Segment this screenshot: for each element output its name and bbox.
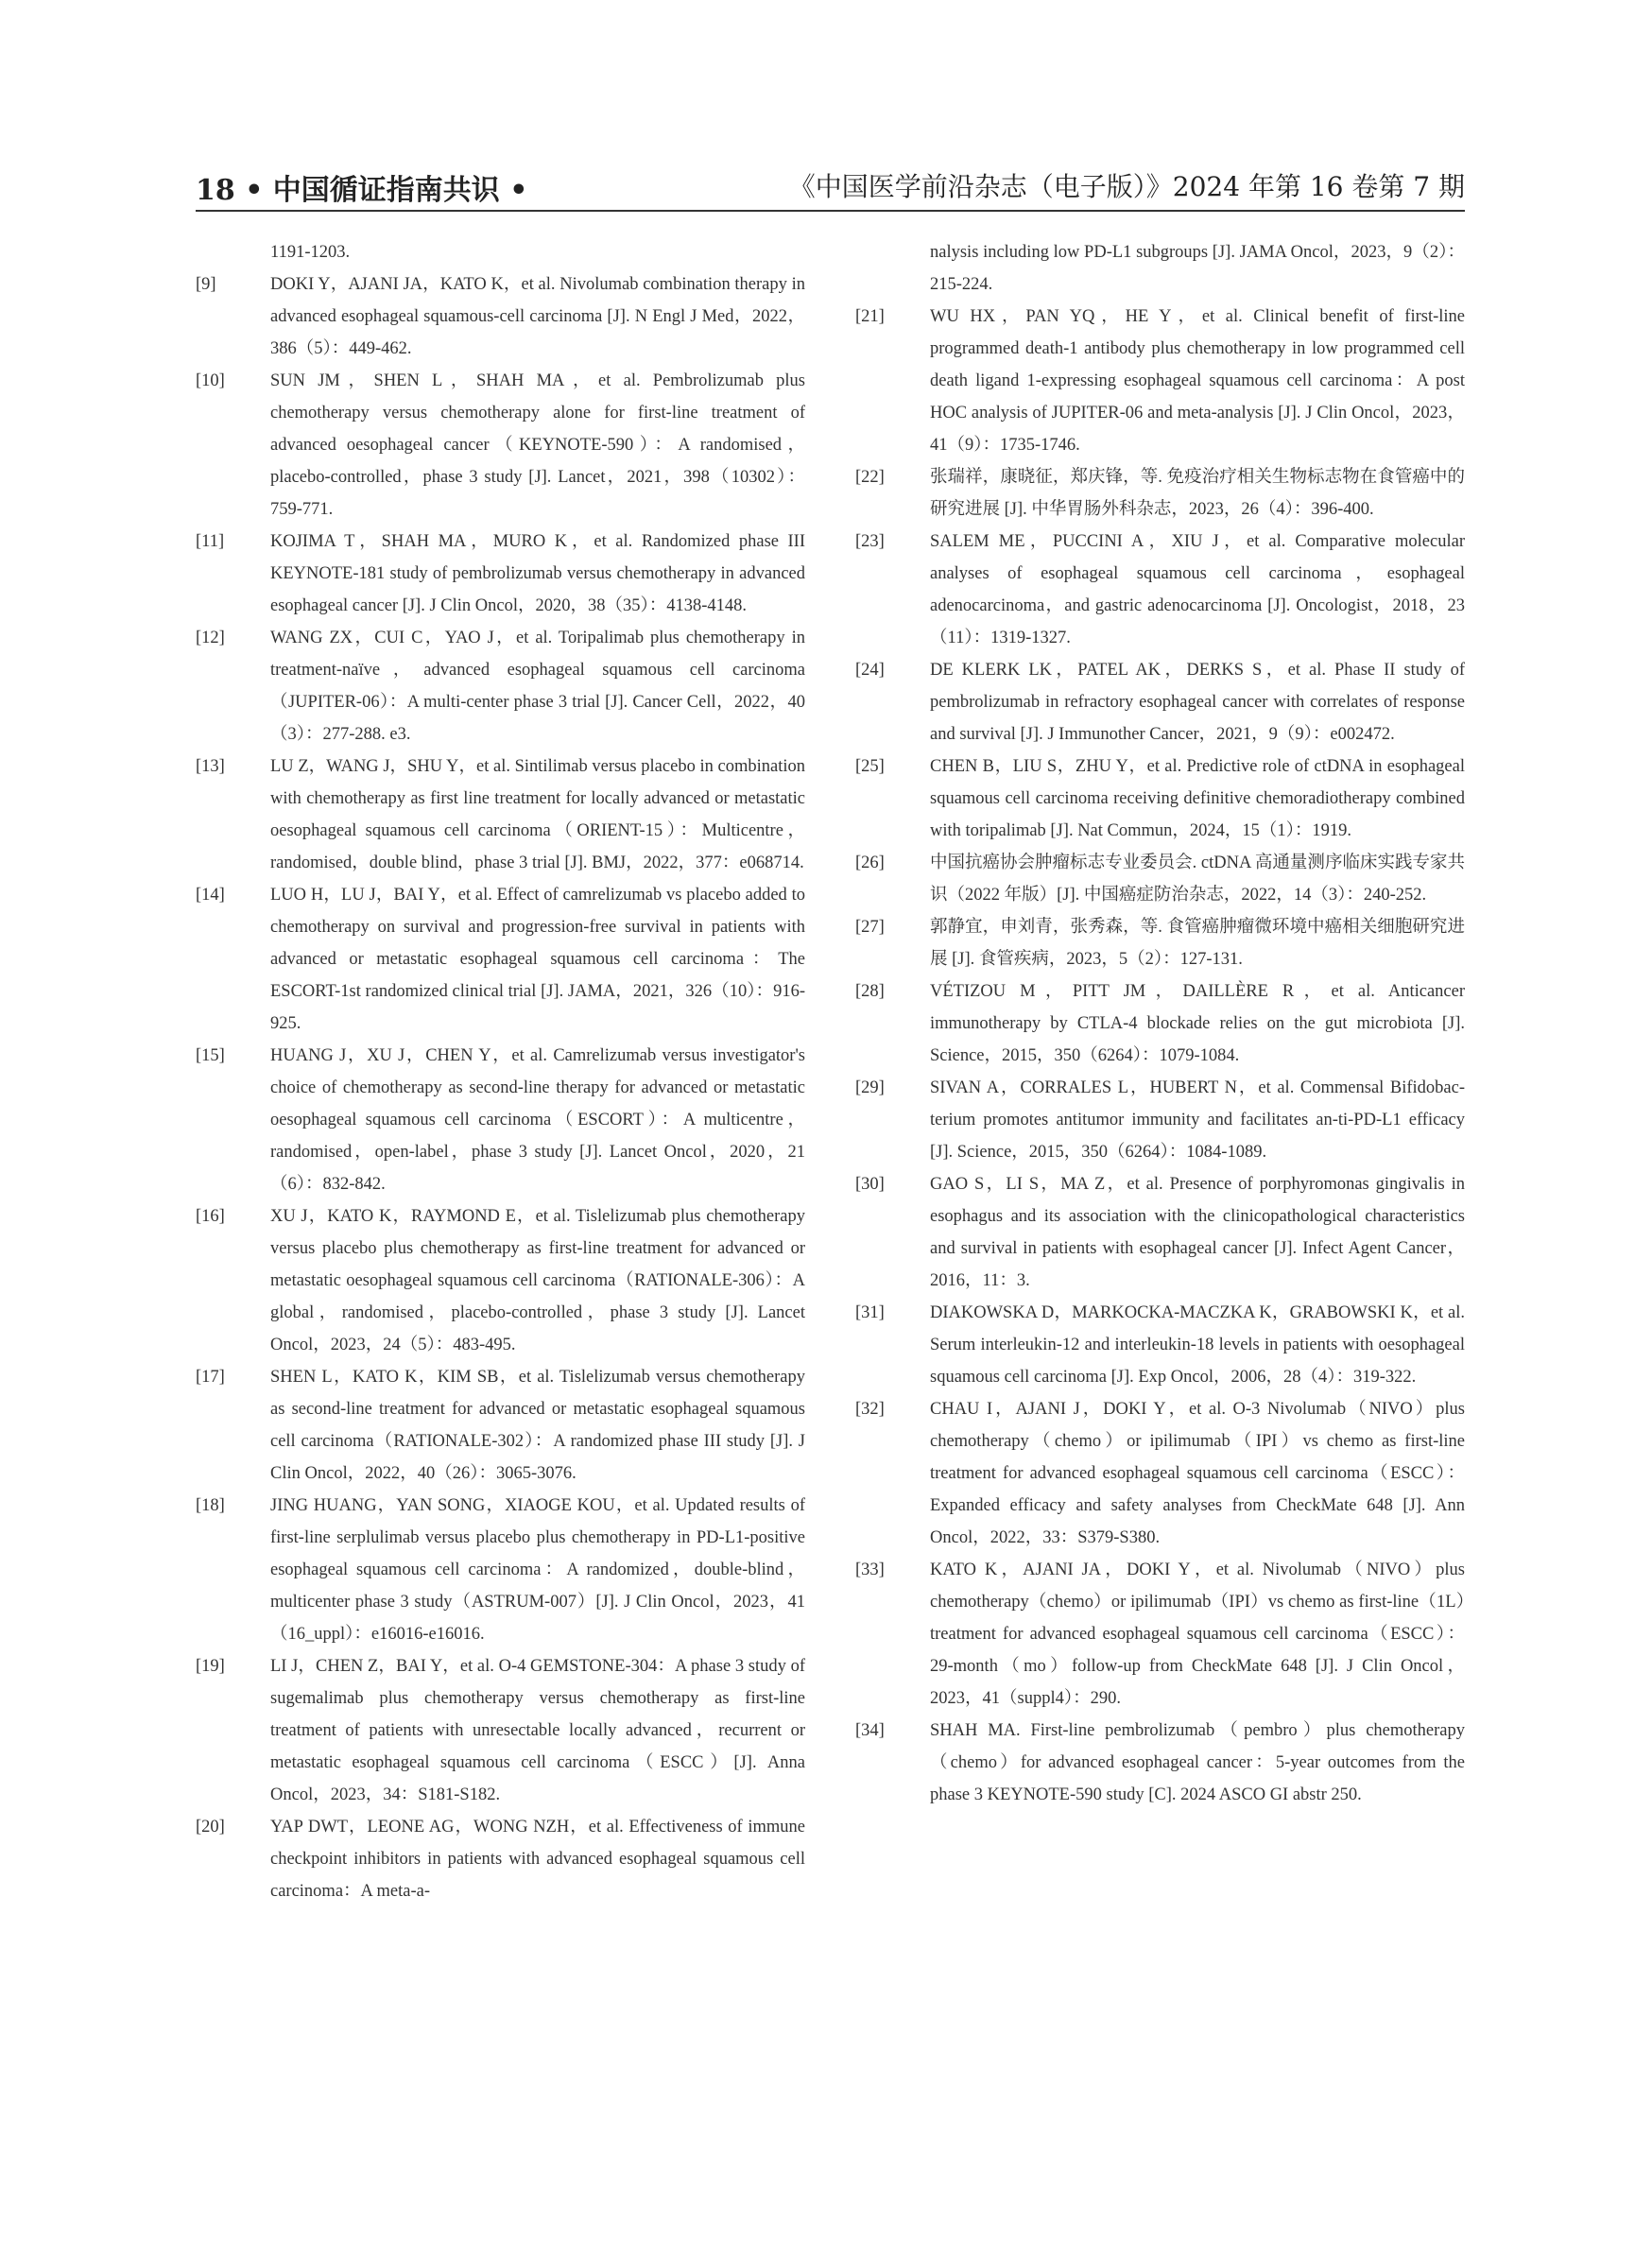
reference-item [196,1650,805,1811]
right-column [855,236,1465,1811]
reference-item [855,1168,1465,1297]
reference-number: [10] [196,371,225,390]
reference-text: WU HX，PAN YQ，HE Y，et al. Clinical benefit of first-line programmed death-1 antibody plus chemotherapy in low programmed cell death ligand 1-expressing esophageal squamous cell carcinoma：A post HOC analysis of JUPITER-06 and meta-analysis [J]. J Clin Oncol，2023，41（9）：1735-1746. [930,307,1465,455]
reference-item [196,879,805,1040]
reference-item [855,847,1465,911]
reference-text: LUO H，LU J，BAI Y，et al. Effect of camrelizumab vs placebo added to chemotherapy on survival and progression-free survival in patients with advanced or metastatic esophageal squamous cell carcinoma：The ESCORT-1st randomized clinical trial [J]. JAMA，2021，326（10）：916-925. [270,886,805,1033]
reference-number: [14] [196,886,225,905]
reference-number: [22] [855,468,885,487]
reference-item [196,1040,805,1200]
reference-text: SHAH MA. First-line pembrolizumab（pembro）plus chemotherapy（chemo）for advanced esophageal cancer：5-year outcomes from the phase 3 KEYNOTE-590 study [C]. 2024 ASCO GI abstr 250. [930,1721,1465,1804]
left-column [196,236,805,1907]
reference-item [855,1297,1465,1393]
reference-number: [26] [855,854,885,872]
reference-number: [25] [855,757,885,776]
journal-issue: 《中国医学前沿杂志（电子版）》2024 年第 16 卷第 7 期 [788,171,1465,202]
reference-item [196,1811,805,1907]
reference-number: [34] [855,1721,885,1740]
reference-number: [32] [855,1400,885,1419]
reference-item [196,1490,805,1650]
reference-number: [15] [196,1046,225,1065]
reference-item [196,1200,805,1361]
reference-item [196,1361,805,1490]
section-title: 18 • 中国循证指南共识 • [196,174,528,207]
reference-item [196,268,805,365]
reference-list [196,268,805,1907]
reference-text: WANG ZX，CUI C，YAO J，et al. Toripalimab plus chemotherapy in treatment-naïve，advanced esophageal squamous cell carcinoma（JUPITER-06）：A multi-center phase 3 trial [J]. Cancer Cell，2022，40（3）：277-288. e3. [270,629,805,744]
reference-item [196,526,805,622]
reference-item [855,1554,1465,1715]
reference-text: SIVAN A，CORRALES L，HUBERT N，et al. Commensal Bifidobac-terium promotes antitumor immunity and facilitates an-ti-PD-L1 efficacy [J]. Science，2015，350（6264）：1084-1089. [930,1078,1465,1162]
reference-text: LI J，CHEN Z，BAI Y，et al. O-4 GEMSTONE-304：A phase 3 study of sugemalimab plus chemotherapy versus chemotherapy as first-line treatment of patients with unresectable locally advanced，recurrent or metastatic esophageal squamous cell carcinoma（ESCC）[J]. Anna Oncol，2023，34：S181-S182. [270,1657,805,1804]
reference-continuation: nalysis including low PD-L1 subgroups [J]. JAMA Oncol，2023，9（2）：215-224. [930,243,1465,294]
reference-text: YAP DWT，LEONE AG，WONG NZH，et al. Effectiveness of immune checkpoint inhibitors in patients with advanced esophageal squamous cell carcinoma：A meta-a- [270,1818,805,1901]
reference-text: SUN JM，SHEN L，SHAH MA，et al. Pembrolizumab plus chemotherapy versus chemotherapy alone for first-line treatment of advanced oesophageal cancer（KEYNOTE-590）：A randomised，placebo-controlled，phase 3 study [J]. Lancet，2021，398（10302）：759-771. [270,371,805,519]
reference-text: DOKI Y，AJANI JA，KATO K，et al. Nivolumab combination therapy in advanced esophageal squamous-cell carcinoma [J]. N Engl J Med，2022，386（5）：449-462. [270,275,805,358]
reference-text: KATO K，AJANI JA，DOKI Y，et al. Nivolumab（NIVO）plus chemotherapy（chemo）or ipilimumab（IPI）vs chemo as first-line（1L）treatment for advanced esophageal squamous cell carcinoma（ESCC）：29-month（mo）follow-up from CheckMate 648 [J]. J Clin Oncol，2023，41（suppl4）：290. [930,1561,1465,1708]
reference-text: KOJIMA T，SHAH MA，MURO K，et al. Randomized phase III KEYNOTE-181 study of pembrolizumab versus chemotherapy in advanced esophageal cancer [J]. J Clin Oncol，2020，38（35）：4138-4148. [270,532,805,615]
reference-item [855,461,1465,526]
reference-text: LU Z，WANG J，SHU Y，et al. Sintilimab versus placebo in combination with chemotherapy as first line treatment for locally advanced or metastatic oesophageal squamous cell carcinoma（ORIENT-15）：Multicentre，randomised，double blind，phase 3 trial [J]. BMJ，2022，377：e068714. [270,757,805,872]
reference-text: VÉTIZOU M，PITT JM，DAILLÈRE R，et al. Anticancer immunotherapy by CTLA-4 blockade relies on the gut microbiota [J]. Science，2015，350（6264）：1079-1084. [930,982,1465,1065]
reference-number: [28] [855,982,885,1001]
reference-item [196,750,805,879]
reference-text: DIAKOWSKA D，MARKOCKA-MACZKA K，GRABOWSKI K，et al. Serum interleukin-12 and interleukin-18 levels in patients with oesophageal squamous cell carcinoma [J]. Exp Oncol，2006，28（4）：319-322. [930,1303,1465,1387]
reference-number: [12] [196,629,225,647]
reference-number: [29] [855,1078,885,1097]
reference-item [196,622,805,750]
reference-text: SHEN L，KATO K，KIM SB，et al. Tislelizumab versus chemotherapy as second-line treatment for advanced or metastatic esophageal squamous cell carcinoma（RATIONALE-302）：A randomized phase III study [J]. J Clin Oncol，2022，40（26）：3065-3076. [270,1368,805,1483]
reference-text: CHEN B，LIU S，ZHU Y，et al. Predictive role of ctDNA in esophageal squamous cell carcinoma receiving definitive chemoradiotherapy combined with toripalimab [J]. Nat Commun，2024，15（1）：1919. [930,757,1465,840]
reference-text: JING HUANG，YAN SONG，XIAOGE KOU，et al. Updated results of first-line serplulimab versus placebo plus chemotherapy in PD-L1-positive esophageal squamous cell carcinoma：A randomized，double-blind，multicenter phase 3 study（ASTRUM-007）[J]. J Clin Oncol，2023，41（16_uppl）：e16016-e16016. [270,1496,805,1644]
reference-item [855,975,1465,1072]
reference-item [855,526,1465,654]
reference-number: [21] [855,307,885,326]
reference-item [855,911,1465,975]
reference-item [855,1072,1465,1168]
reference-number: [16] [196,1207,225,1226]
reference-number: [27] [855,918,885,937]
reference-text: DE KLERK LK，PATEL AK，DERKS S，et al. Phase II study of pembrolizumab in refractory esophageal cancer with correlates of response and survival [J]. J Immunother Cancer，2021，9（9）：e002472. [930,661,1465,744]
reference-text: HUANG J，XU J，CHEN Y，et al. Camrelizumab versus investigator's choice of chemotherapy as second-line therapy for advanced or metastatic oesophageal squamous cell carcinoma（ESCORT）：A multicentre，randomised，open-label，phase 3 study [J]. Lancet Oncol，2020，21（6）：832-842. [270,1046,805,1194]
reference-item [855,750,1465,847]
reference-number: [31] [855,1303,885,1322]
reference-number: [9] [196,275,216,294]
reference-text: CHAU I，AJANI J，DOKI Y，et al. O-3 Nivolumab（NIVO）plus chemotherapy（chemo）or ipilimumab（IPI）vs chemo as first-line treatment for advanced esophageal squamous cell carcinoma（ESCC）：Expanded efficacy and safety analyses from CheckMate 648 [J]. Ann Oncol，2022，33：S379-S380. [930,1400,1465,1547]
reference-item [855,1393,1465,1554]
reference-number: [19] [196,1657,225,1676]
reference-text: SALEM ME，PUCCINI A，XIU J，et al. Comparative molecular analyses of esophageal squamous cell carcinoma，esophageal adenocarcinoma，and gastric adenocarcinoma [J]. Oncologist，2018，23（11）：1319-1327. [930,532,1465,647]
reference-text: 中国抗癌协会肿瘤标志专业委员会. ctDNA 高通量测序临床实践专家共识（2022 年版）[J]. 中国癌症防治杂志，2022，14（3）：240-252. [930,854,1465,905]
reference-text: XU J，KATO K，RAYMOND E，et al. Tislelizumab plus chemotherapy versus placebo plus chemotherapy as first-line treatment for advanced or metastatic oesophageal squamous cell carcinoma（RATIONALE-306）：A global，randomised，placebo-controlled，phase 3 study [J]. Lancet Oncol，2023，24（5）：483-495. [270,1207,805,1354]
reference-number: [18] [196,1496,225,1515]
reference-item [855,301,1465,461]
reference-text: GAO S，LI S，MA Z，et al. Presence of porphyromonas gingivalis in esophagus and its association with the clinicopathological characteristics and survival in patients with esophageal cancer [J]. Infect Agent Cancer，2016，11：3. [930,1175,1465,1290]
reference-number: [11] [196,532,225,551]
reference-item [855,654,1465,750]
reference-continuation: 1191-1203. [270,243,351,262]
reference-number: [30] [855,1175,885,1194]
page-header [196,163,1465,212]
reference-number: [20] [196,1818,225,1837]
reference-text: 郭静宜，申刘青，张秀森，等. 食管癌肿瘤微环境中癌相关细胞研究进展 [J]. 食管疾病，2023，5（2）：127-131. [930,918,1465,969]
reference-item [855,1715,1465,1811]
reference-number: [17] [196,1368,225,1387]
reference-number: [24] [855,661,885,680]
reference-number: [33] [855,1561,885,1579]
reference-number: [13] [196,757,225,776]
reference-number: [23] [855,532,885,551]
reference-text: 张瑞祥，康晓征，郑庆锋，等. 免疫治疗相关生物标志物在食管癌中的研究进展 [J]. 中华胃肠外科杂志，2023，26（4）：396-400. [930,468,1465,519]
reference-item [196,365,805,526]
reference-list [855,301,1465,1811]
